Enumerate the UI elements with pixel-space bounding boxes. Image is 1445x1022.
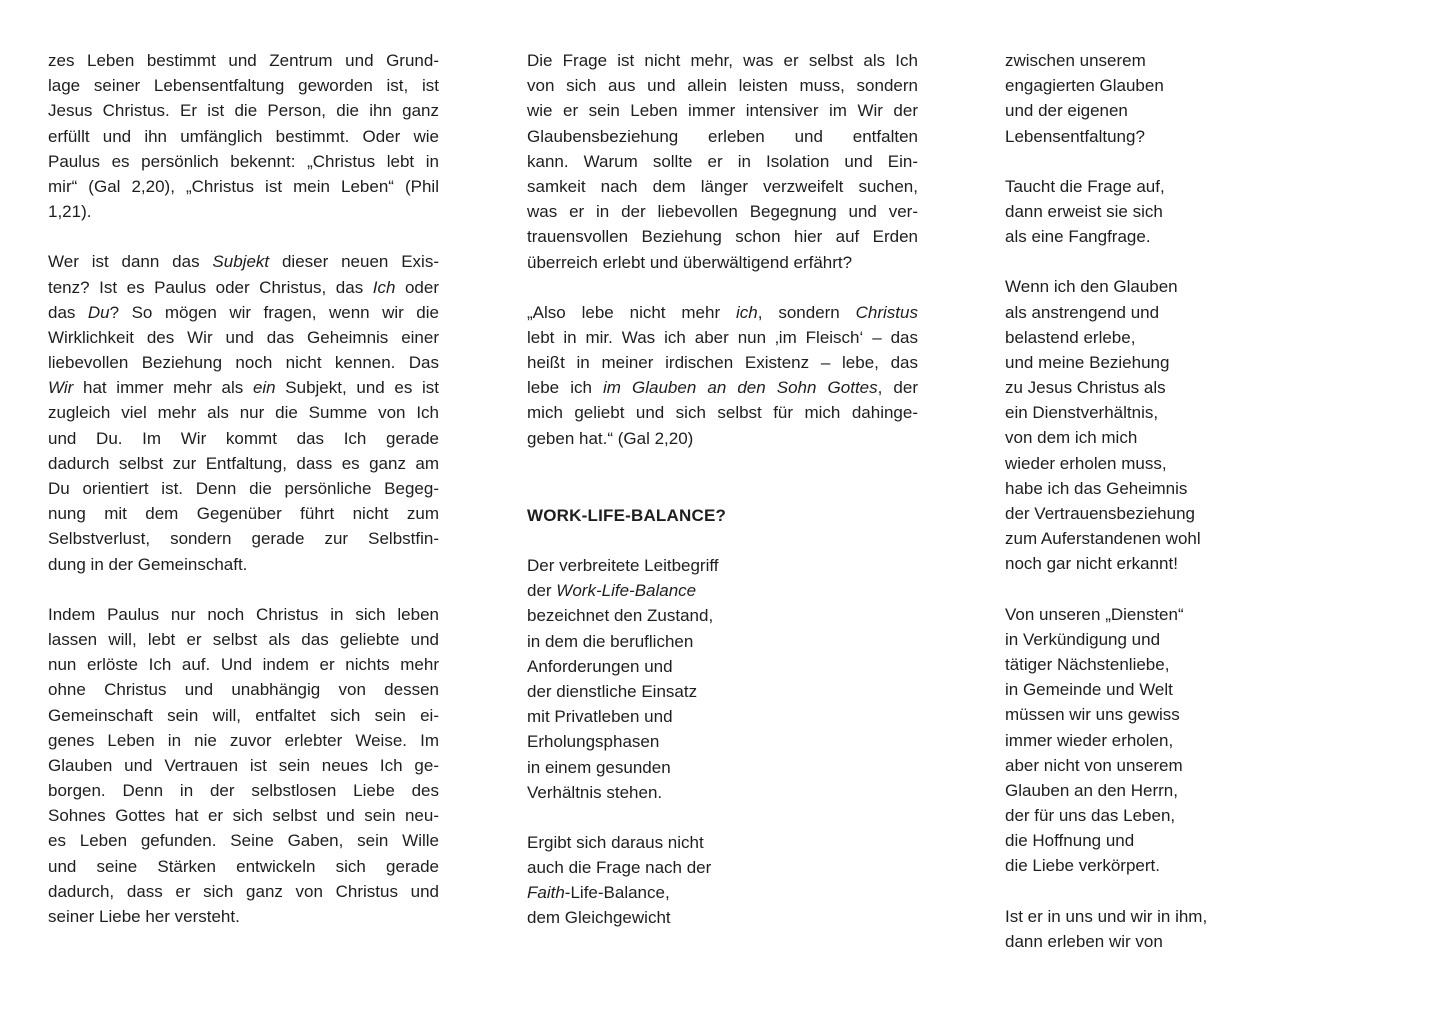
text-line — [527, 174, 918, 199]
paragraph — [1005, 174, 1345, 250]
text-line — [1005, 929, 1345, 954]
text-run: noch gar nicht erkannt! — [1005, 554, 1178, 574]
text-line — [48, 552, 439, 577]
text-line — [48, 904, 439, 929]
text-run: lebe ich — [527, 378, 604, 398]
text-line — [48, 199, 439, 224]
text-line — [1005, 325, 1345, 350]
text-run: ohne Christus und unabhängig von dessen — [48, 680, 439, 700]
text-run: -Life-Balance, — [564, 883, 670, 903]
text-line — [1005, 274, 1345, 299]
text-line — [48, 476, 439, 501]
text-run: und Du. Im Wir kommt das Ich gerade — [48, 428, 439, 448]
paragraph — [1005, 274, 1345, 576]
text-line — [48, 375, 439, 400]
text-line — [1005, 526, 1345, 551]
text-line — [527, 830, 918, 855]
text-run: Jesus Christus. Er ist die Person, die ihn ganz — [48, 101, 439, 121]
text-line — [48, 778, 439, 803]
text-run: Die Frage ist nicht mehr, was er selbst als Ich — [527, 51, 918, 70]
text-run: wie er sein Leben immer intensiver im Wir der — [527, 101, 918, 121]
text-run: Faith — [527, 883, 565, 903]
text-line — [48, 98, 439, 123]
text-line — [527, 426, 918, 451]
text-run: kann. Warum sollte er in Isolation und Ein- — [527, 151, 918, 171]
text-run: Selbstverlust, sondern gerade zur Selbstfin- — [48, 529, 439, 549]
text-line — [1005, 476, 1345, 501]
text-line — [527, 553, 918, 578]
text-run: immer wieder erholen, — [1005, 730, 1174, 750]
text-line — [1005, 224, 1345, 249]
text-line — [1005, 803, 1345, 828]
text-run: Sohnes Gottes hat er sich selbst und sein neu- — [48, 806, 439, 826]
text-run: lassen will, lebt er selbst als das geliebte und — [48, 629, 439, 649]
text-line — [1005, 300, 1345, 325]
text-run: Du orientiert ist. Denn die persönliche Begeg- — [48, 479, 439, 498]
text-run: im Glauben an den Sohn Gottes — [603, 378, 878, 398]
text-run: ? So mögen wir fragen, wenn wir die — [109, 302, 439, 322]
text-line — [527, 679, 918, 704]
text-line — [48, 426, 439, 451]
text-run: bezeichnet den Zustand, — [527, 606, 714, 626]
text-line — [48, 854, 439, 879]
text-run: als anstrengend und — [1005, 302, 1160, 322]
text-run: dieser neuen Exis- — [269, 252, 439, 272]
text-line — [48, 627, 439, 652]
text-line — [1005, 753, 1345, 778]
text-line — [48, 451, 439, 476]
text-line — [1005, 778, 1345, 803]
text-line — [527, 503, 918, 528]
text-run: ich — [736, 302, 758, 322]
text-run: Der verbreitete Leitbegriff — [527, 556, 719, 575]
text-run: in Gemeinde und Welt — [1005, 680, 1173, 700]
text-line — [48, 652, 439, 677]
text-run: lebt in mir. Was ich aber nun ‚im Fleisch‘ – das — [527, 327, 918, 347]
text-line — [48, 124, 439, 149]
text-run: die Hoffnung und — [1005, 831, 1135, 851]
text-run: und seine Stärken entwickeln sich gerade — [48, 856, 439, 876]
text-run: Wenn ich den Glauben — [1005, 277, 1178, 297]
text-line — [1005, 602, 1345, 627]
text-line — [527, 300, 918, 325]
text-run: der — [527, 581, 557, 601]
text-run: Wirklichkeit des Wir und das Geheimnis einer — [48, 327, 439, 347]
text-line — [48, 526, 439, 551]
text-line — [48, 677, 439, 702]
text-run: was er in der liebevollen Begegnung und ver- — [527, 202, 918, 222]
text-run: wieder erholen muss, — [1005, 453, 1167, 473]
paragraph — [48, 249, 439, 576]
text-line — [1005, 652, 1345, 677]
text-line — [1005, 400, 1345, 425]
text-run: Anforderungen und — [527, 656, 673, 676]
text-line — [1005, 174, 1345, 199]
text-line — [527, 629, 918, 654]
text-line — [527, 603, 918, 628]
text-line — [527, 880, 918, 905]
text-run: zugleich viel mehr als nur die Summe von Ich — [48, 403, 439, 423]
text-line — [1005, 702, 1345, 727]
text-run: der Vertrauensbeziehung — [1005, 504, 1195, 523]
text-run: dann erleben wir von — [1005, 931, 1163, 951]
text-run: habe ich das Geheimnis — [1005, 478, 1188, 498]
text-line — [48, 728, 439, 753]
text-run: ein Dienstverhältnis, — [1005, 403, 1159, 423]
text-line — [1005, 551, 1345, 576]
text-line — [1005, 677, 1345, 702]
paragraph — [1005, 48, 1345, 149]
text-line — [48, 149, 439, 174]
text-line — [527, 905, 918, 930]
text-run: von sich aus und allein leisten muss, sondern — [527, 76, 918, 96]
text-line — [48, 879, 439, 904]
text-line — [1005, 853, 1345, 878]
text-line — [527, 780, 918, 805]
text-run: zwischen unserem — [1005, 51, 1146, 70]
text-run: und meine Beziehung — [1005, 352, 1170, 372]
text-line — [527, 325, 918, 350]
text-run: tenz? Ist es Paulus oder Christus, das — [48, 277, 373, 297]
text-run: Von unseren „Diensten“ — [1005, 604, 1184, 624]
text-line — [48, 48, 439, 73]
text-run: mit Privatleben und — [527, 707, 673, 727]
text-run: seiner Liebe her versteht. — [48, 907, 240, 926]
text-run: Verhältnis stehen. — [527, 782, 663, 802]
text-run: nung mit dem Gegenüber führt nicht zum — [48, 504, 439, 524]
text-line — [1005, 828, 1345, 853]
text-run: ein — [252, 378, 276, 398]
paragraph — [527, 48, 918, 275]
text-line — [1005, 904, 1345, 929]
text-line — [48, 602, 439, 627]
text-run: dann erweist sie sich — [1005, 201, 1163, 221]
text-run: dadurch, dass er sich ganz von Christus und — [48, 881, 439, 901]
text-line — [527, 729, 918, 754]
text-run: Gemeinschaft sein will, entfaltet sich sein ei- — [48, 705, 439, 725]
text-run: Wer ist dann das — [48, 252, 213, 272]
text-run: lage seiner Lebensentfaltung geworden ist, ist — [48, 76, 439, 96]
text-run: als eine Fangfrage. — [1005, 227, 1151, 247]
text-line — [1005, 98, 1345, 123]
text-run: Subjekt, und es ist — [275, 378, 439, 398]
text-run: oder — [395, 277, 439, 297]
paragraph — [527, 300, 918, 451]
text-run: engagierten Glauben — [1005, 76, 1164, 96]
text-line — [527, 124, 918, 149]
column-2 — [527, 48, 918, 956]
text-run: von dem ich mich — [1005, 428, 1138, 448]
text-line — [48, 753, 439, 778]
text-line — [48, 350, 439, 375]
text-run: erfüllt und ihn umfänglich bestimmt. Oder wie — [48, 126, 439, 146]
text-line — [1005, 501, 1345, 526]
text-run: auch die Frage nach der — [527, 858, 712, 878]
text-run: Subjekt — [212, 252, 270, 272]
text-line — [527, 755, 918, 780]
text-line — [527, 224, 918, 249]
text-run: zes Leben bestimmt und Zentrum und Grund- — [48, 51, 439, 70]
text-line — [48, 803, 439, 828]
text-line — [527, 350, 918, 375]
text-line — [1005, 451, 1345, 476]
text-run: zu Jesus Christus als — [1005, 378, 1166, 398]
text-run: aber nicht von unserem — [1005, 755, 1183, 775]
text-line — [1005, 48, 1345, 73]
text-run: geben hat.“ (Gal 2,20) — [527, 428, 694, 448]
text-run: tätiger Nächstenliebe, — [1005, 654, 1170, 674]
text-line — [527, 375, 918, 400]
text-run: mich geliebt und sich selbst für mich dahinge- — [527, 403, 918, 423]
text-run: überreich erlebt und überwältigend erfährt? — [527, 252, 853, 272]
text-run: WORK-LIFE-BALANCE? — [527, 505, 727, 525]
text-line — [48, 249, 439, 274]
text-run: Lebensentfaltung? — [1005, 126, 1145, 146]
text-line — [527, 48, 918, 73]
text-run: liebevollen Beziehung noch nicht kennen. Das — [48, 353, 439, 373]
text-run: Christus — [855, 302, 918, 322]
text-run: Erholungsphasen — [527, 732, 660, 752]
text-run: in einem gesunden — [527, 757, 671, 777]
text-line — [48, 73, 439, 98]
text-line — [527, 654, 918, 679]
text-run: 1,21). — [48, 202, 92, 222]
text-run: Ergibt sich daraus nicht — [527, 832, 704, 852]
section-heading — [527, 503, 918, 528]
text-run: trauensvollen Beziehung schon hier auf Erden — [527, 227, 918, 247]
text-line — [527, 199, 918, 224]
text-run: , sondern — [757, 302, 856, 322]
text-run: Taucht die Frage auf, — [1005, 176, 1165, 196]
paragraph — [527, 553, 918, 805]
text-line — [527, 149, 918, 174]
text-run: dadurch selbst zur Entfaltung, dass es ganz am — [48, 453, 439, 473]
text-line — [1005, 350, 1345, 375]
text-line — [527, 704, 918, 729]
text-run: nun erlöste Ich auf. Und indem er nichts mehr — [48, 655, 439, 675]
text-run: dung in der Gemeinschaft. — [48, 554, 248, 574]
text-line — [48, 174, 439, 199]
column-1 — [48, 48, 439, 954]
paragraph — [1005, 602, 1345, 879]
text-run: Wir — [48, 378, 74, 398]
text-line — [1005, 199, 1345, 224]
text-run: samkeit nach dem länger verzweifelt suchen, — [527, 176, 918, 196]
text-line — [1005, 124, 1345, 149]
text-run: in Verkündigung und — [1005, 629, 1161, 649]
paragraph — [48, 602, 439, 929]
text-run: Indem Paulus nur noch Christus in sich leben — [48, 604, 439, 624]
paragraph — [527, 830, 918, 931]
text-run: Du — [87, 302, 110, 322]
text-line — [48, 501, 439, 526]
text-line — [527, 98, 918, 123]
text-run: mir“ (Gal 2,20), „Christus ist mein Leben“ (Phil — [48, 176, 439, 196]
text-run: der für uns das Leben, — [1005, 806, 1176, 826]
text-run: es Leben gefunden. Seine Gaben, sein Wille — [48, 831, 439, 851]
text-line — [48, 275, 439, 300]
text-line — [1005, 73, 1345, 98]
paragraph — [48, 48, 439, 224]
text-run: und der eigenen — [1005, 101, 1128, 121]
text-run: heißt in meiner irdischen Existenz – lebe, das — [527, 353, 918, 373]
text-line — [527, 855, 918, 880]
text-line — [527, 73, 918, 98]
text-run: Glaubensbeziehung erleben und entfalten — [527, 126, 918, 146]
text-run: müssen wir uns gewiss — [1005, 705, 1180, 725]
text-line — [527, 250, 918, 275]
paragraph — [1005, 904, 1345, 954]
text-run: „Also lebe nicht mehr — [527, 302, 736, 322]
text-line — [48, 300, 439, 325]
text-run: in dem die beruflichen — [527, 631, 694, 651]
text-line — [1005, 425, 1345, 450]
text-run: die Liebe verkörpert. — [1005, 856, 1160, 876]
text-run: Ist er in uns und wir in ihm, — [1005, 906, 1208, 926]
text-run: das — [48, 302, 88, 322]
text-line — [527, 400, 918, 425]
text-line — [527, 578, 918, 603]
text-line — [48, 400, 439, 425]
text-line — [48, 703, 439, 728]
text-run: Work-Life-Balance — [556, 581, 697, 601]
text-run: Glauben an den Herrn, — [1005, 780, 1178, 800]
text-line — [1005, 375, 1345, 400]
column-3 — [1005, 48, 1345, 979]
text-line — [48, 828, 439, 853]
text-run: hat immer mehr als — [73, 378, 253, 398]
text-run: zum Auferstandenen wohl — [1005, 529, 1201, 549]
text-run: belastend erlebe, — [1005, 327, 1136, 347]
text-line — [1005, 728, 1345, 753]
text-run: der dienstliche Einsatz — [527, 681, 698, 701]
text-line — [1005, 627, 1345, 652]
text-run: borgen. Denn in der selbstlosen Liebe des — [48, 781, 439, 801]
text-run: Glauben und Vertrauen ist sein neues Ich ge- — [48, 755, 439, 775]
text-run: , der — [877, 378, 918, 398]
text-run: Ich — [372, 277, 396, 297]
text-run: Paulus es persönlich bekennt: „Christus lebt in — [48, 151, 439, 171]
text-run: dem Gleichgewicht — [527, 908, 671, 928]
text-line — [48, 325, 439, 350]
text-run: genes Leben in nie zuvor erlebter Weise. Im — [48, 730, 439, 750]
